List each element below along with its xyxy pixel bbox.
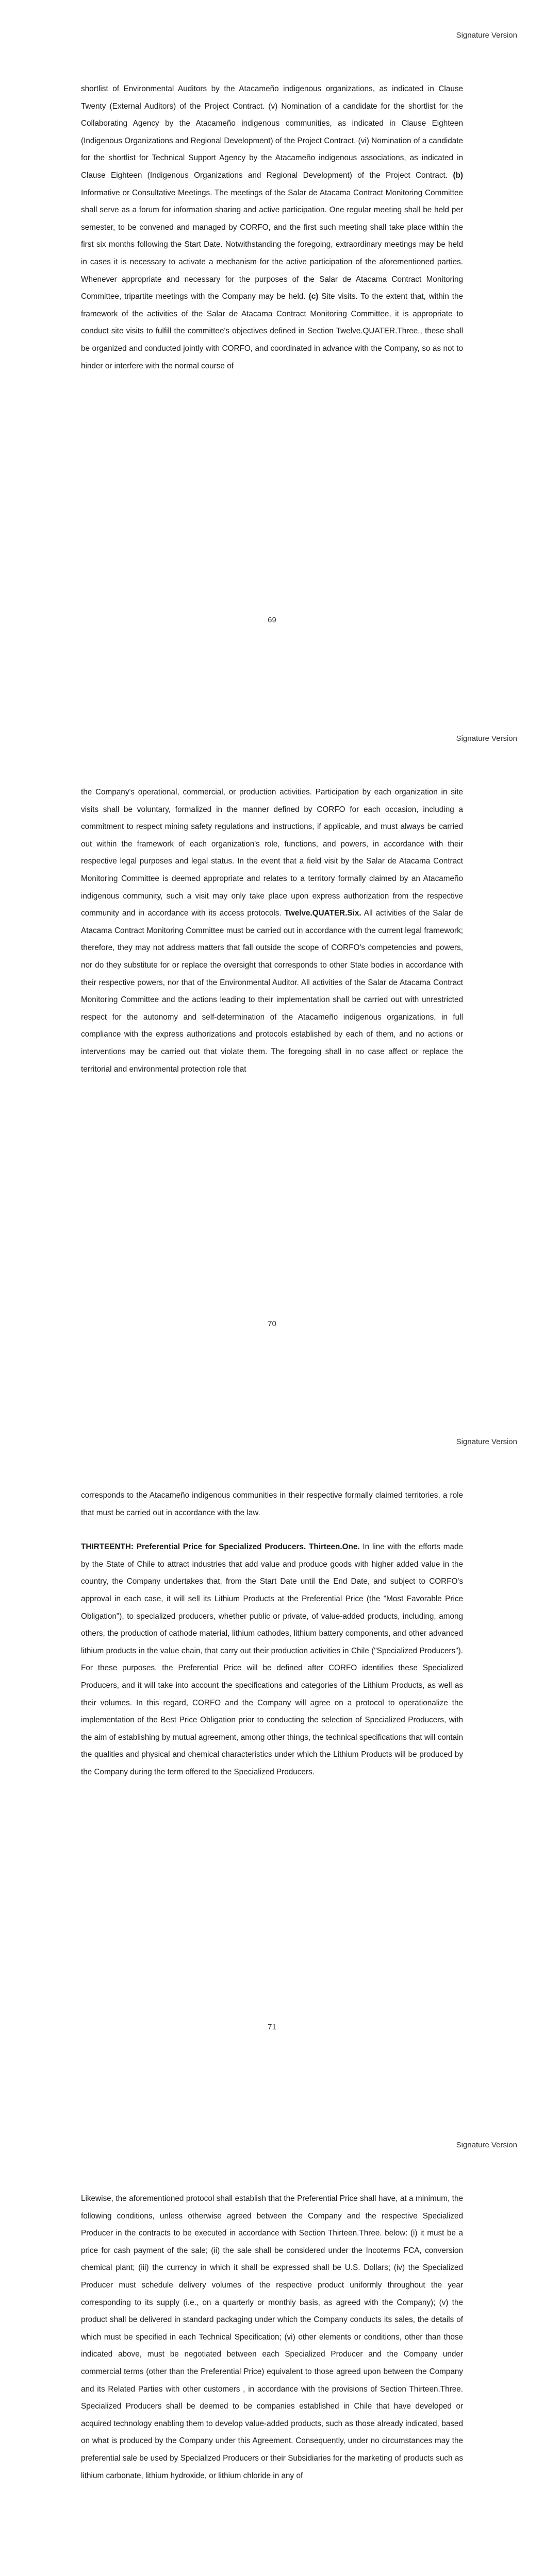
text-segment: In line with the efforts made by the State of Chile to attract industries that add value and produce goods with higher added value in the country, the Company undertakes that, from the Start Date until the End Date, and subject to CORFO's approval in each case, it will sell its Lithium Products at the Preferential Price (the "Most Favorable Price Obligation"), to specialized producers, whether public or private, of value-added products, including, among others, the production of cathode material, lithium cathodes, lithium battery components, and other advanced lithium products in the value chain, that carry out their production activities in Chile ("Specialized Producers"). For these purposes, the Preferential Price will be defined after CORFO identifies these Specialized Producers, and it will take into account the specifications and categories of the Lithium Products, as well as their volumes. In this regard, CORFO and the Company will agree on a protocol to operationalize the implementation of the Best Price Obligation prior to conducting the selection of Specialized Producers, with the aim of establishing by mutual agreement, among other things, the technical specifications that will contain the qualities and physical and chemical characteristics under which the Lithium Products will be produced by the Company during the term offered to the Specialized Producers.: [81, 1543, 463, 1776]
signature-version-label: Signature Version: [456, 734, 517, 743]
document-page-71: [0, 1406, 544, 2110]
text-segment: Site visits. To the extent that, within the framework of the activities of the Salar de Atacama Contract Monitoring Committee, it is appropriate to conduct site visits to fulfill the committee's objectives defined in Section Twelve.QUATER.Three., these shall be organized and conducted jointly with CORFO, and coordinated in advance with the Company, so as not to hinder or interfere with the normal course of: [81, 292, 463, 370]
text-segment: corresponds to the Atacameño indigenous communities in their respective formally claimed territories, a role that must be carried out in accordance with the law.: [81, 1491, 463, 1517]
page-number: 70: [268, 1319, 276, 1328]
page-number: 71: [268, 2023, 276, 2031]
text-segment: the Company's operational, commercial, or production activities. Participation by each organization in site visits shall be voluntary, formalized in the manner defined by CORFO for each occasion, including a commitment to respect mining safety regulations and instructions, if applicable, and must always be carried out within the framework of each organization's role, functions, and powers, in accordance with their respective legal purposes and legal status. In the event that a field visit by the Salar de Atacama Contract Monitoring Committee is deemed appropriate and relates to a territory formally claimed by an Atacameño indigenous community, such a visit may only take place upon express authorization from the respective community and in accordance with its access protocols.: [81, 788, 463, 918]
text-segment: Informative or Consultative Meetings. The meetings of the Salar de Atacama Contract Monitoring Committee shall serve as a forum for information sharing and active participation. One regular meeting shall be held per semester, to be convened and managed by CORFO, and the first such meeting shall take place within the first six months following the Start Date. Notwithstanding the foregoing, extraordinary meetings may be held in cases it is necessary to activate a mechanism for the active participation of the aforementioned parties. Whenever appropriate and necessary for the purposes of the Salar de Atacama Contract Monitoring Committee, tripartite meetings with the Company may be held.: [81, 188, 463, 301]
text-segment: All activities of the Salar de Atacama Contract Monitoring Committee must be carried out in accordance with the current legal framework; therefore, they may not address matters that fall outside the scope of CORFO's competencies and powers, nor do they substitute for or replace the oversight that corresponds to other State bodies in accordance with their respective powers, nor that of the Environmental Auditor. All activities of the Salar de Atacama Contract Monitoring Committee and the actions leading to their implementation shall be carried out with unrestricted respect for the autonomy and self-determination of the Atacameño indigenous organizations, in full compliance with the express authorizations and protocols established by each of them, and no actions or interventions may be carried out that violate them. The foregoing shall in no case affect or replace the territorial and environmental protection role that: [81, 909, 463, 1074]
signature-version-label: Signature Version: [456, 31, 517, 40]
signature-version-label: Signature Version: [456, 1437, 517, 1446]
document-page-70: [0, 703, 544, 1406]
bold-marker: (c): [308, 292, 319, 301]
text-segment: shortlist of Environmental Auditors by the Atacameño indigenous organizations, as indicated in Clause Twenty (External Auditors) of the Project Contract. (v) Nomination of a candidate for the shortlist for the Collaborating Agency by the Atacameño indigenous communities, as indicated in Clause Eighteen (Indigenous Organizations and Regional Development) of the Project Contract. (vi) Nomination of a candidate for the shortlist for Technical Support Agency by the Atacameño indigenous associations, as indicated in Clause Eighteen (Indigenous Organizations and Regional Development) of the Project Contract.: [81, 84, 463, 180]
page-body-text: [81, 1487, 463, 1781]
section-heading: THIRTEENTH: Preferential Price for Specialized Producers. Thirteen.One.: [81, 1543, 360, 1552]
section-spacer: [81, 1521, 463, 1538]
bold-marker: Twelve.QUATER.Six.: [284, 909, 361, 918]
bold-marker: (b): [453, 171, 463, 180]
page-number: 69: [268, 616, 276, 624]
page-body-text: [81, 80, 463, 375]
document-page-72: [0, 2110, 544, 2576]
document-page-69: [0, 0, 544, 703]
page-body-text: [81, 2190, 463, 2484]
page-body-text: [81, 784, 463, 1078]
signature-version-label: Signature Version: [456, 2141, 517, 2149]
text-segment: Likewise, the aforementioned protocol shall establish that the Preferential Price shall have, at a minimum, the following conditions, unless otherwise agreed between the Company and the respective Specialized Producer in the contracts to be executed in accordance with Section Thirteen.Three. below: (i) it must be a price for cash payment of the sale; (ii) the sale shall be considered under the Incoterms FCA, conversion chemical plant; (iii) the currency in which it shall be expressed shall be U.S. Dollars; (iv) the Specialized Producer must schedule delivery volumes of the respective product uniformly throughout the year corresponding to its supply (i.e., on a quarterly or monthly basis, as agreed with the Company); (v) the product shall be delivered in standard packaging under which the Company conducts its sales, the details of which must be specified in each Technical Specification; (vi) other elements or conditions, other than those indicated above, must be negotiated between each Specialized Producer and the Company under commercial terms (other than the Preferential Price) equivalent to those agreed upon between the Company and its Related Parties with other customers , in accordance with the provisions of Section Thirteen.Three. Specialized Producers shall be deemed to be companies established in Chile that have developed or acquired technology enabling them to develop value-added products, such as those already indicated, based on what is produced by the Company under this Agreement. Consequently, under no circumstances may the preferential sale be used by Specialized Producers or their Subsidiaries for the marketing of products such as lithium carbonate, lithium hydroxide, or lithium chloride in any of: [81, 2194, 463, 2480]
